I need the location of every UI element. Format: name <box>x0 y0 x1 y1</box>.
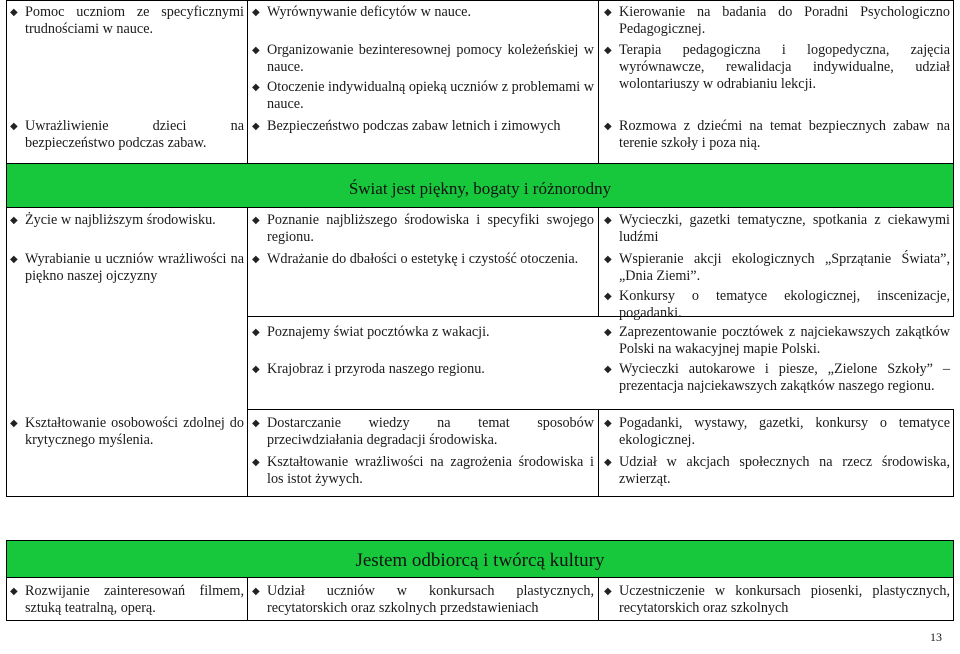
s3-form-1: ◆ Uczestniczenie w konkursach piosenki, plastycznych, recytatorskich oraz szkolnych <box>602 583 950 617</box>
band-world-beautiful-title: Świat jest piękny, bogaty i różnorodny <box>348 179 612 198</box>
s3-goal-1: ◆ Rozwijanie zainteresowań filmem, sztuką teatralną, operą. <box>8 583 244 617</box>
s2-wide-2: ◆ Krajobraz i przyroda naszego regionu. <box>250 361 594 378</box>
s2-form-5: ◆ Wycieczki autokarowe i piesze, „Zielone Szkoły” – prezentacja najciekawszych zakątków naszego regionu. <box>602 361 950 395</box>
s1-form-2: ◆ Terapia pedagogiczna i logopedyczna, zajęcia wyrównawcze, rewalidacja indywidualne, udział wolontariuszy w odrabianiu lekcji. <box>602 42 950 93</box>
s2-form-1: ◆ Wycieczki, gazetki tematyczne, spotkania z ciekawymi ludźmi <box>602 212 950 246</box>
s2-form-3: ◆ Konkursy o tematyce ekologicznej, inscenizacje, pogadanki. <box>602 288 950 322</box>
s1-task-1: ◆ Wyrównywanie deficytów w nauce. <box>250 4 594 21</box>
s1-goal-2: ◆ Uwrażliwienie dzieci na bezpieczeństwo podczas zabaw. <box>8 118 244 152</box>
s2-form-6: ◆ Pogadanki, wystawy, gazetki, konkursy o tematyce ekologicznej. <box>602 415 950 449</box>
s1-form-3: ◆ Rozmowa z dziećmi na temat bezpiecznych zabaw na terenie szkoły i poza nią. <box>602 118 950 152</box>
s2-task-4: ◆ Kształtowanie wrażliwości na zagrożenia środowiska i los istot żywych. <box>250 454 594 488</box>
s2-goal-3: ◆ Kształtowanie osobowości zdolnej do krytycznego myślenia. <box>8 415 244 449</box>
band-culture <box>6 540 954 578</box>
s2-goal-2: ◆ Wyrabianie u uczniów wrażliwości na piękno naszej ojczyzny <box>8 251 244 285</box>
s2-task-3: ◆ Dostarczanie wiedzy na temat sposobów przeciwdziałania degradacji środowiska. <box>250 415 594 449</box>
s2-task-1: ◆ Poznanie najbliższego środowiska i specyfiki swojego regionu. <box>250 212 594 246</box>
s2-task-2: ◆ Wdrażanie do dbałości o estetykę i czystość otoczenia. <box>250 251 594 268</box>
s2-form-2: ◆ Wspieranie akcji ekologicznych „Sprzątanie Świata”, „Dnia Ziemi”. <box>602 251 950 285</box>
s2-form-7: ◆ Udział w akcjach społecznych na rzecz środowiska, zwierząt. <box>602 454 950 488</box>
s2-form-4: ◆ Zaprezentowanie pocztówek z najciekawszych zakątków Polski na wakacyjnej mapie Polski. <box>602 324 950 358</box>
band-world-beautiful <box>6 163 954 208</box>
s1-task-2: ◆ Organizowanie bezinteresownej pomocy koleżeńskiej w nauce. <box>250 42 594 76</box>
s1-form-1: ◆ Kierowanie na badania do Poradni Psychologiczno Pedagogicznej. <box>602 4 950 38</box>
band-culture-title: Jestem odbiorcą i twórcą kultury <box>355 550 605 571</box>
s2-wide-1: ◆ Poznajemy świat pocztówka z wakacji. <box>250 324 594 341</box>
s1-task-4: ◆ Bezpieczeństwo podczas zabaw letnich i zimowych <box>250 118 594 135</box>
s1-goal-1: ◆ Pomoc uczniom ze specyficznymi trudnościami w nauce. <box>8 4 244 38</box>
page-number: 13 <box>930 630 942 644</box>
s3-task-1: ◆ Udział uczniów w konkursach plastycznych, recytatorskich oraz szkolnych przedstawieniach <box>250 583 594 617</box>
s2-goal-1: ◆ Życie w najbliższym środowisku. <box>8 212 244 229</box>
s1-task-3: ◆ Otoczenie indywidualną opieką uczniów z problemami w nauce. <box>250 79 594 113</box>
